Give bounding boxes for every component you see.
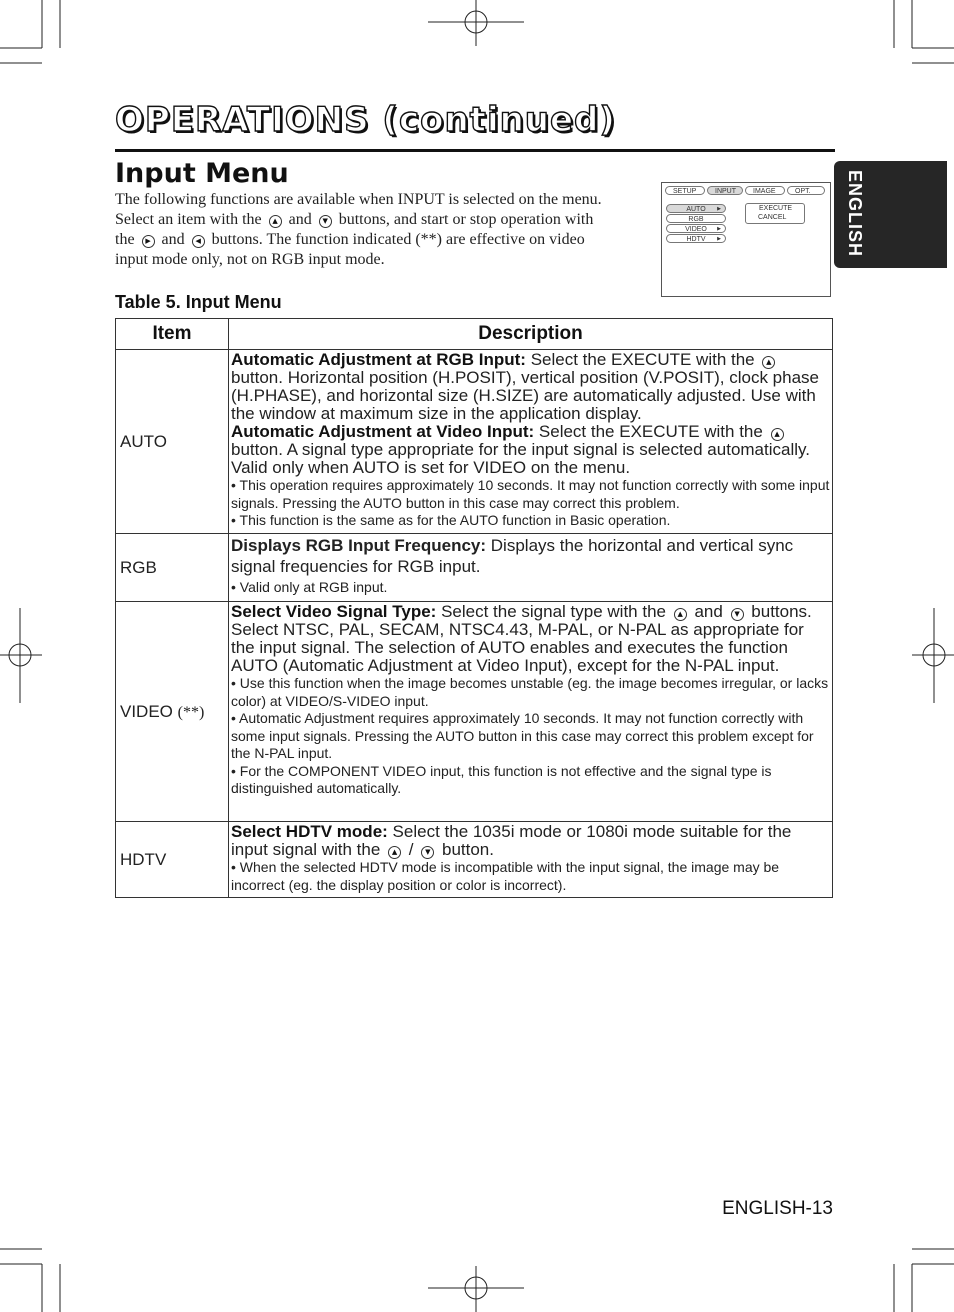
row-item-rgb: RGB bbox=[116, 534, 229, 602]
hdtv-heading: Select HDTV mode: bbox=[231, 822, 388, 841]
row-description-hdtv bbox=[229, 822, 833, 898]
hdtv-text-1b: button. bbox=[442, 840, 494, 859]
intro-text-3: buttons. The function indicated (**) are effective on video input mode only, not on RGB input mode. bbox=[115, 231, 585, 268]
down-button-icon: ▼ bbox=[731, 608, 744, 621]
osd-menu-illustration bbox=[661, 182, 831, 297]
auto-heading-video: Automatic Adjustment at Video Input: bbox=[231, 422, 535, 441]
hdtv-note-1: • When the selected HDTV mode is incompatible with the input signal, the image may be incorrect (eg. the display position or color is incorrect). bbox=[231, 859, 780, 893]
osd-action-cancel: CANCEL bbox=[758, 214, 787, 221]
language-tab-label: ENGLISH bbox=[845, 170, 865, 258]
hdtv-slash: / bbox=[408, 840, 414, 859]
osd-item-auto bbox=[666, 204, 726, 213]
up-button-icon: ▲ bbox=[269, 215, 282, 228]
osd-item-video bbox=[666, 224, 726, 233]
rgb-note-1: • Valid only at RGB input. bbox=[231, 579, 388, 595]
table-caption: Table 5. Input Menu bbox=[115, 292, 282, 312]
intro-text-1: The following functions are available when INPUT is selected on the menu. Select an item with the bbox=[115, 191, 602, 228]
osd-tab-image: IMAGE bbox=[745, 186, 785, 195]
up-button-icon: ▲ bbox=[762, 356, 775, 369]
auto-note-2: • This function is the same as for the AUTO function in Basic operation. bbox=[231, 512, 671, 528]
row-item-video-suffix: (**) bbox=[177, 703, 205, 721]
rgb-heading: Displays RGB Input Frequency: bbox=[231, 536, 487, 555]
auto-text-1b: button. Horizontal position (H.POSIT), vertical position (V.POSIT), clock phase (H.PHASE), and horizontal size (H.SIZE) are automatically adjusted. Use with the window at maximum size in the application display. bbox=[231, 368, 820, 423]
table-header-row bbox=[116, 319, 833, 350]
video-note-3: • For the COMPONENT VIDEO input, this function is not effective and the signal type is distinguished automatically. bbox=[231, 762, 772, 796]
intro-and-2: and bbox=[161, 231, 185, 248]
row-item-auto: AUTO bbox=[116, 350, 229, 534]
video-text-1b: buttons. Select NTSC, PAL, SECAM, NTSC4.43, M-PAL, or N-PAL as appropriate for the input signal. The selection of AUTO enables and executes the function AUTO (Automatic Adjustment at Video Input), except for the N-PAL input. bbox=[231, 602, 812, 675]
video-text-1a: Select the signal type with the bbox=[441, 602, 666, 621]
up-button-icon: ▲ bbox=[388, 846, 401, 859]
intro-and-1: and bbox=[288, 211, 312, 228]
osd-item-video-label: VIDEO bbox=[685, 226, 707, 233]
osd-arrow-icon: ▶ bbox=[717, 206, 721, 212]
osd-item-auto-label: AUTO bbox=[686, 206, 706, 213]
row-item-video-label: VIDEO bbox=[120, 701, 173, 721]
input-menu-table bbox=[115, 318, 833, 898]
osd-item-hdtv bbox=[666, 234, 726, 243]
row-item-video bbox=[116, 602, 229, 822]
auto-heading-rgb: Automatic Adjustment at RGB Input: bbox=[231, 350, 526, 369]
osd-tab-input: INPUT bbox=[707, 186, 743, 195]
title-rule bbox=[115, 149, 835, 152]
intro-text-2: buttons, and start or stop operation with the bbox=[115, 211, 594, 248]
row-description-video bbox=[229, 602, 833, 822]
section-title: OPERATIONS (continued) bbox=[115, 100, 616, 140]
table-row bbox=[116, 350, 833, 534]
osd-arrow-icon: ▶ bbox=[717, 226, 721, 232]
page-number: ENGLISH-13 bbox=[722, 1198, 833, 1219]
osd-action-box bbox=[745, 203, 805, 224]
row-description-rgb bbox=[229, 534, 833, 602]
auto-text-2a: Select the EXECUTE with the bbox=[538, 422, 763, 441]
row-description-auto bbox=[229, 350, 833, 534]
osd-action-execute: EXECUTE bbox=[759, 205, 793, 212]
left-button-icon: ◀ bbox=[192, 235, 205, 248]
video-text-and: and bbox=[694, 602, 723, 621]
header-description: Description bbox=[229, 319, 833, 350]
hdtv-text-1a: Select the 1035i mode or 1080i mode suitable for the input signal with the bbox=[231, 822, 792, 859]
right-button-icon: ▶ bbox=[142, 235, 155, 248]
auto-note-1: • This operation requires approximately 10 seconds. It may not function correctly with some input signals. Pressing the AUTO button in this case may correct this problem. bbox=[231, 477, 830, 511]
table-row bbox=[116, 534, 833, 602]
row-item-hdtv: HDTV bbox=[116, 822, 229, 898]
page-title: Input Menu bbox=[115, 158, 289, 189]
osd-tab-opt: OPT. bbox=[787, 186, 825, 195]
table-row bbox=[116, 602, 833, 822]
video-heading: Select Video Signal Type: bbox=[231, 602, 437, 621]
rgb-text-1: Displays the horizontal and vertical sync signal frequencies for RGB input. bbox=[231, 536, 794, 576]
up-button-icon: ▲ bbox=[674, 608, 687, 621]
osd-tab-setup: SETUP bbox=[665, 186, 705, 195]
down-button-icon: ▼ bbox=[421, 846, 434, 859]
down-button-icon: ▼ bbox=[319, 215, 332, 228]
video-note-2: • Automatic Adjustment requires approximately 10 seconds. It may not function correctly with some input signals. Pressing the AUTO button in this case may correct this problem except for the N-PAL input. bbox=[231, 710, 814, 761]
table-row bbox=[116, 822, 833, 898]
auto-text-1a: Select the EXECUTE with the bbox=[530, 350, 755, 369]
header-item: Item bbox=[116, 319, 229, 350]
auto-text-2b: button. A signal type appropriate for the input signal is selected automatically. Valid only when AUTO is set for VIDEO on the menu. bbox=[231, 440, 810, 477]
intro-paragraph bbox=[115, 190, 615, 270]
video-note-1: • Use this function when the image becomes unstable (eg. the image becomes irregular, or lacks color) at VIDEO/S-VIDEO input. bbox=[231, 675, 829, 709]
osd-arrow-icon: ▶ bbox=[717, 236, 721, 242]
osd-item-rgb: RGB bbox=[666, 214, 726, 223]
up-button-icon: ▲ bbox=[771, 428, 784, 441]
osd-item-hdtv-label: HDTV bbox=[686, 236, 706, 243]
